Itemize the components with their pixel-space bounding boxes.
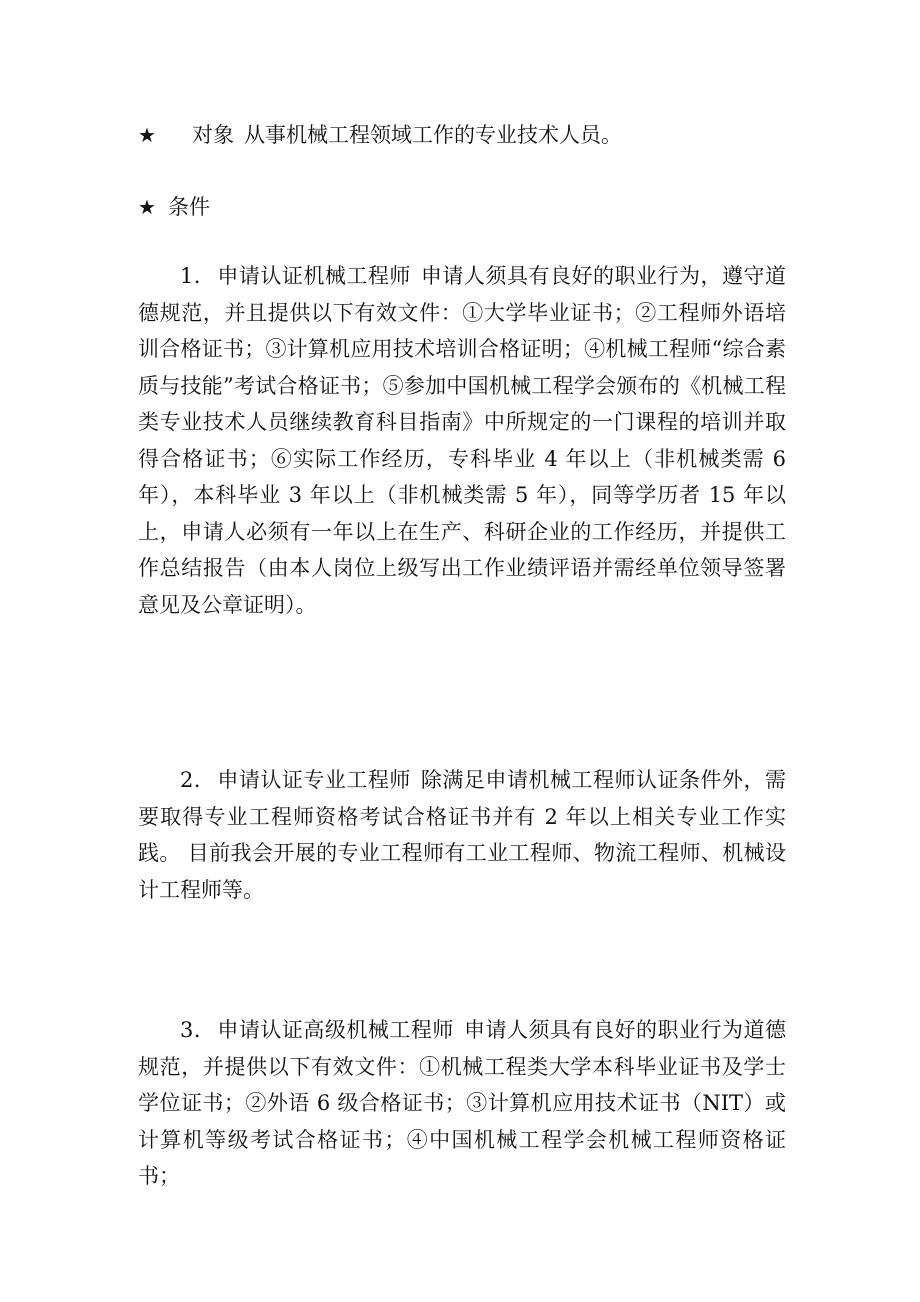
item-body: 申请人须具有良好的职业行为，遵守道德规范，并且提供以下有效文件：①大学毕业证书；②工程师外语培训合格证书；③计算机应用技术培训合格证明；④机械工程师“综合素质与技能”考试合格证书；⑤参加中国机械工程学会颁布的《机械工程类专业技术人员继续教育科目指南》中所规定的一门课程的培训并取得合格证书；⑥实际工作经历，专科毕业 4 年以上（非机械类需 6 年），本科毕业 3 年以上（非机械类需 5 年），同等学历者 15 年以上，申请人必须有一年以上在生产、科研企业的工作经历，并提供工作总结报告（由本人岗位上级写出工作业绩评语并需经单位领导签署意见及公章证明）。 bbox=[138, 264, 786, 617]
item-title: 申请认证机械工程师 bbox=[217, 264, 411, 288]
item-title: 申请认证高级机械工程师 bbox=[217, 1018, 454, 1042]
item-title: 申请认证专业工程师 bbox=[217, 768, 411, 792]
item-number: 3． bbox=[180, 1018, 216, 1042]
heading-conditions bbox=[138, 192, 210, 222]
item-number: 1． bbox=[180, 264, 216, 288]
item-number: 2． bbox=[180, 768, 216, 792]
heading-object-text: 从事机械工程领域工作的专业技术人员。 bbox=[244, 123, 622, 147]
item-body: 申请人须具有良好的职业行为道德规范，并提供以下有效文件：①机械工程类大学本科毕业证书及学士学位证书；②外语 6 级合格证书；③计算机应用技术证书（NIT）或计算机等级考试合格证书；④中国机械工程学会机械工程师资格证书； bbox=[138, 1018, 787, 1188]
star-icon: ★ bbox=[138, 123, 156, 147]
condition-item-2 bbox=[138, 762, 786, 908]
heading-conditions-term: 条件 bbox=[168, 195, 210, 219]
heading-object-term: 对象 bbox=[192, 123, 234, 147]
condition-item-1 bbox=[138, 258, 786, 623]
condition-item-3 bbox=[138, 1012, 786, 1195]
star-icon: ★ bbox=[138, 195, 156, 219]
item-body: 除满足申请机械工程师认证条件外，需要取得专业工程师资格考试合格证书并有 2 年以上相关专业工作实践。 目前我会开展的专业工程师有工业工程师、物流工程师、机械设计工程师等。 bbox=[138, 768, 786, 902]
heading-object bbox=[138, 120, 622, 150]
